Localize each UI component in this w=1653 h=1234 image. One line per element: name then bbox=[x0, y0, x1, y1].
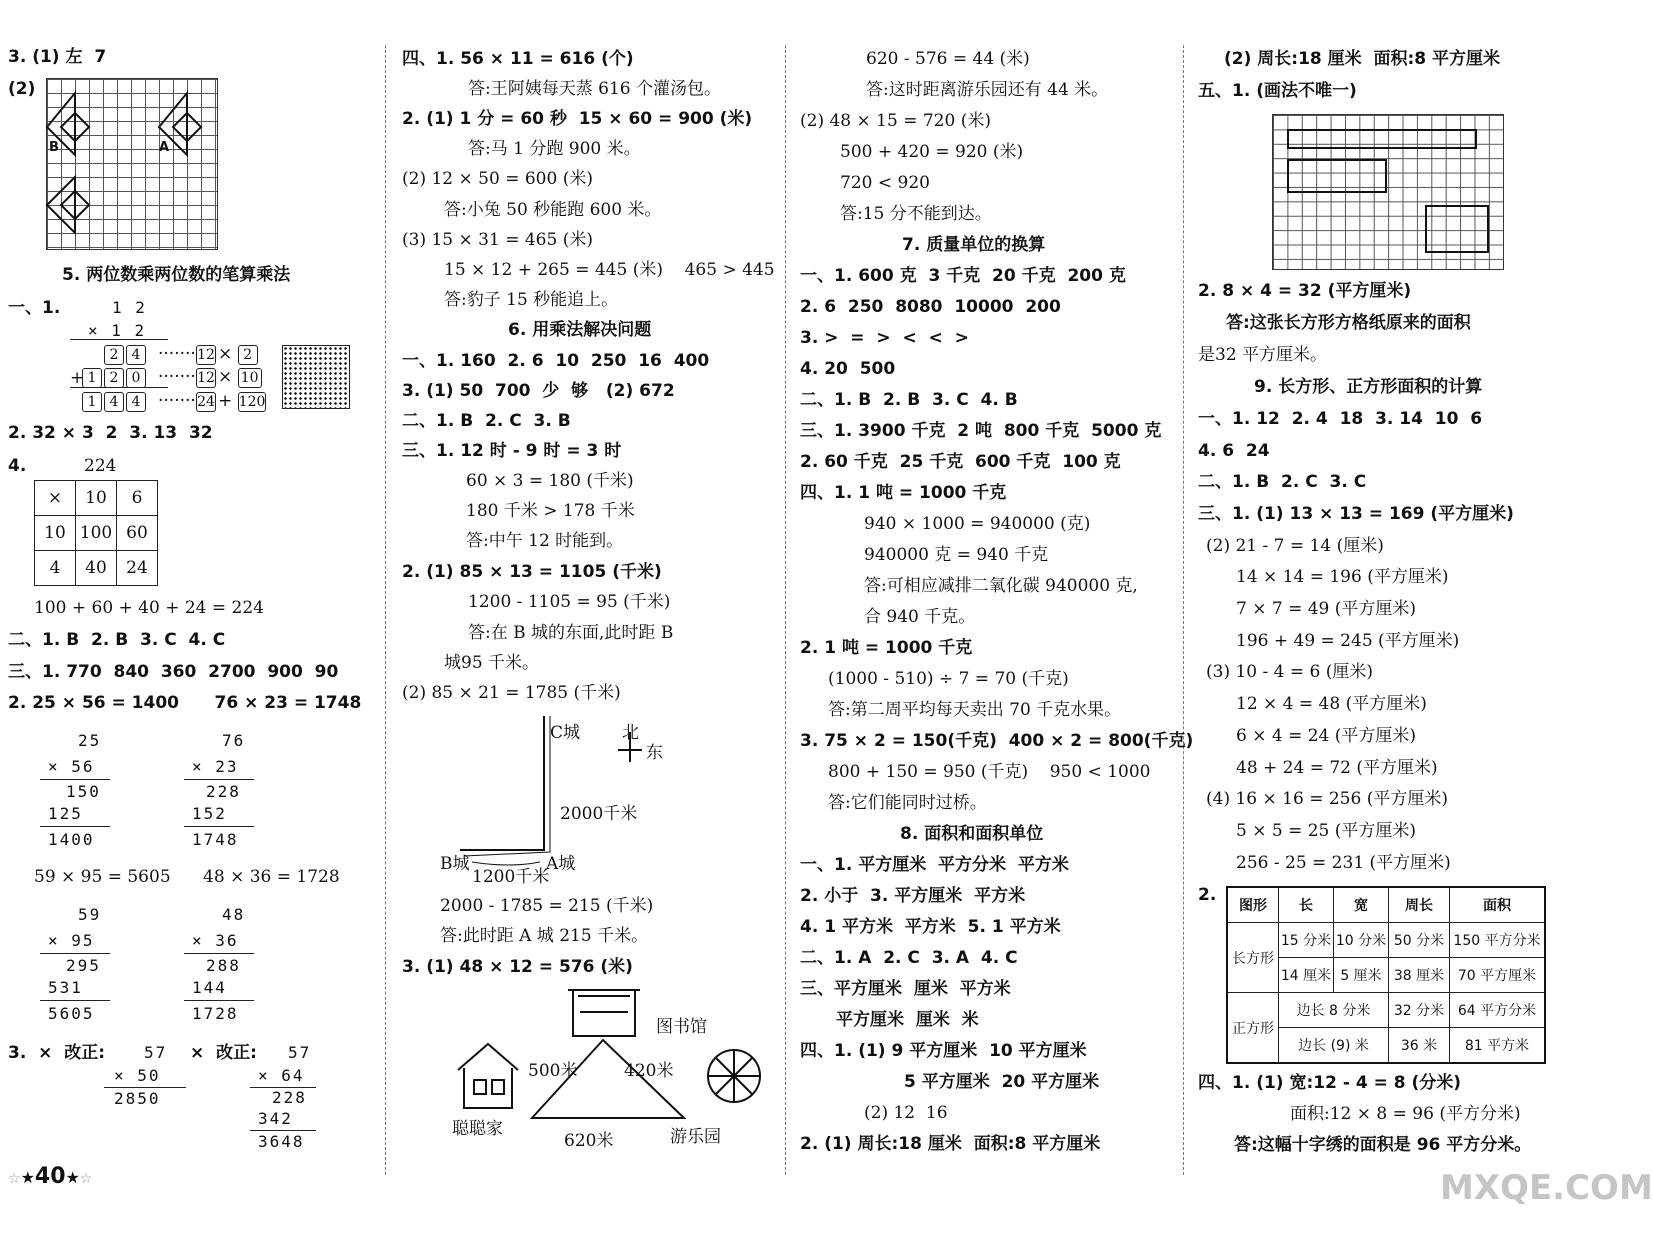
dots: ······· bbox=[158, 367, 196, 387]
answer-line: 3. > = > < < > bbox=[800, 328, 969, 348]
answer-line: 五、1. (画法不唯一) bbox=[1198, 81, 1357, 101]
watermark: MXQE.COM bbox=[1440, 1168, 1653, 1208]
answer-line: 720 < 920 bbox=[840, 173, 930, 193]
side-calc: 12 × 10 bbox=[196, 366, 264, 388]
answer-line: 四、1. 56 × 11 = 616 (个) bbox=[402, 49, 634, 69]
answer-line: (3) 10 - 4 = 6 (厘米) bbox=[1206, 662, 1374, 682]
mul-top: 1 2 bbox=[112, 298, 147, 317]
answer-line: 2. (1) 85 × 13 = 1105 (千米) bbox=[402, 562, 662, 582]
answer-line: 3. × 改正: bbox=[8, 1043, 106, 1063]
label-north: 北 bbox=[622, 723, 639, 743]
answer-line: 一、1. 160 2. 6 10 250 16 400 bbox=[402, 351, 710, 371]
dots: ······· bbox=[158, 391, 196, 411]
answer-line: 2000 - 1785 = 215 (千米) bbox=[440, 896, 654, 916]
answer-line: 15 × 12 + 265 = 445 (米) 465 > 445 bbox=[444, 260, 775, 280]
answer-line: 答:此时距 A 城 215 千米。 bbox=[440, 926, 649, 946]
answer-line: 59 × 95 = 5605 48 × 36 = 1728 bbox=[34, 867, 340, 887]
column-divider bbox=[385, 45, 386, 1175]
triangle-figures bbox=[47, 79, 217, 249]
answer-line: 二、1. B 2. B 3. C 4. B bbox=[800, 390, 1018, 410]
answer-line: (2) 12 16 bbox=[864, 1103, 948, 1123]
answer-line: (3) 15 × 31 = 465 (米) bbox=[402, 230, 593, 250]
column-divider bbox=[1183, 45, 1184, 1175]
label-distance: 1200千米 bbox=[472, 867, 550, 887]
section-title: 5. 两位数乘两位数的笔算乘法 bbox=[62, 265, 291, 285]
answer-line: 合 940 千克。 bbox=[864, 607, 976, 627]
answer-line: 196 + 49 = 245 (平方厘米) bbox=[1236, 631, 1460, 651]
area-table: 图形 长 宽 周长 面积 长方形 15 分米 10 分米 50 分米 150 平方分米 14 厘米 5 厘米 38 厘米 70 平方厘米 正方形 边长 8 分米 32 分米 64 平方分米 边长 (9) 米 36 米 81 平方米 bbox=[1226, 886, 1546, 1064]
answer-line: 256 - 25 = 231 (平方厘米) bbox=[1236, 853, 1451, 873]
answer-line: 2. 8 × 4 = 32 (平方厘米) bbox=[1198, 281, 1412, 301]
answer-line: 1200 - 1105 = 95 (千米) bbox=[468, 592, 671, 612]
answer-line: 940000 克 = 940 千克 bbox=[864, 545, 1049, 565]
label-distance: 2000千米 bbox=[560, 804, 638, 824]
box-row-1: 2 4 bbox=[104, 343, 148, 365]
label-distance: 620米 bbox=[564, 1131, 614, 1151]
answer-line: 一、1. 600 克 3 千克 20 千克 200 克 bbox=[800, 266, 1126, 286]
answer-line: 2. (1) 1 分 = 60 秒 15 × 60 = 900 (米) bbox=[402, 109, 753, 129]
mul-x: × 1 2 bbox=[88, 321, 147, 340]
answer-line: 5 平方厘米 20 平方厘米 bbox=[904, 1072, 1100, 1092]
section-title: 8. 面积和面积单位 bbox=[900, 824, 1044, 844]
rule bbox=[70, 339, 168, 340]
answer-line: 48 + 24 = 72 (平方厘米) bbox=[1236, 758, 1438, 778]
answer-line: 面积:12 × 8 = 96 (平方分米) bbox=[1290, 1104, 1521, 1124]
answer-line: 是32 平方厘米。 bbox=[1198, 345, 1328, 365]
label-b: B bbox=[49, 140, 59, 155]
answer-line: 180 千米 > 178 千米 bbox=[466, 501, 635, 521]
label-home: 聪聪家 bbox=[452, 1119, 503, 1139]
answer-line: 答:可相应减排二氧化碳 940000 克, bbox=[864, 576, 1138, 596]
answer-line: 答:它们能同时过桥。 bbox=[828, 793, 987, 813]
answer-line: 3. 75 × 2 = 150(千克) 400 × 2 = 800(千克) bbox=[800, 731, 1194, 751]
answer-line: 二、1. B 2. C 3. B bbox=[402, 411, 571, 431]
label-b-city: B城 bbox=[440, 854, 470, 874]
answer-line: 答:在 B 城的东面,此时距 B bbox=[468, 623, 674, 643]
answer-line: 60 × 3 = 180 (千米) bbox=[466, 471, 634, 491]
answer-line: 2. 6 250 8080 10000 200 bbox=[800, 297, 1061, 317]
answer-line: (2) 周长:18 厘米 面积:8 平方厘米 bbox=[1224, 49, 1501, 69]
answer-line: × 改正: bbox=[190, 1043, 257, 1063]
grid-figure bbox=[46, 78, 218, 250]
label-a-city: A城 bbox=[546, 854, 576, 874]
answer-line: 12 × 4 = 48 (平方厘米) bbox=[1236, 694, 1427, 714]
answer-line: 620 - 576 = 44 (米) bbox=[866, 49, 1030, 69]
answer-line: 四、1. 1 吨 = 1000 千克 bbox=[800, 483, 1007, 503]
answer-line: 2. (1) 周长:18 厘米 面积:8 平方厘米 bbox=[800, 1134, 1101, 1154]
answer-line: 一、1. 平方厘米 平方分米 平方米 bbox=[800, 855, 1069, 875]
answer-line: 答:中午 12 时能到。 bbox=[466, 531, 624, 551]
answer-line: (2) 21 - 7 = 14 (厘米) bbox=[1206, 536, 1384, 556]
answer-line: 3. (1) 50 700 少 够 (2) 672 bbox=[402, 381, 675, 401]
answer-value: 224 bbox=[84, 456, 117, 476]
answer-line: 2. 60 千克 25 千克 600 千克 100 克 bbox=[800, 452, 1121, 472]
section-title: 6. 用乘法解决问题 bbox=[508, 320, 652, 340]
answer-line: 四、1. (1) 9 平方厘米 10 平方厘米 bbox=[800, 1041, 1087, 1061]
answer-line: 平方厘米 厘米 米 bbox=[836, 1010, 979, 1030]
label-c-city: C城 bbox=[550, 723, 581, 743]
answer-line: 答:马 1 分跑 900 米。 bbox=[468, 139, 641, 159]
answer-line: 2. 25 × 56 = 1400 76 × 23 = 1748 bbox=[8, 693, 362, 713]
answer-line: 5 × 5 = 25 (平方厘米) bbox=[1236, 821, 1417, 841]
section-title: 9. 长方形、正方形面积的计算 bbox=[1254, 377, 1483, 397]
box-row-3: 1 4 4 bbox=[82, 390, 148, 412]
answer-line: 答:15 分不能到达。 bbox=[840, 204, 992, 224]
answer-line: (1000 - 510) ÷ 7 = 70 (千克) bbox=[828, 669, 1069, 689]
answer-line: (2) 12 × 50 = 600 (米) bbox=[402, 169, 593, 189]
answer-line: 三、1. 770 840 360 2700 900 90 bbox=[8, 662, 339, 682]
page-number: ☆★40★☆ bbox=[8, 1164, 93, 1189]
answer-line: 答:这张长方形方格纸原来的面积 bbox=[1226, 313, 1471, 333]
rule bbox=[70, 387, 168, 388]
answer-line: 答:这幅十字绣的面积是 96 平方分米。 bbox=[1234, 1135, 1532, 1155]
side-calc: 24 + 120 bbox=[197, 391, 266, 411]
grid-figure bbox=[1272, 114, 1504, 270]
label-east: 东 bbox=[646, 743, 663, 763]
answer-line: 2. bbox=[1198, 885, 1217, 905]
answer-line: 答:王阿姨每天蒸 616 个灌汤包。 bbox=[468, 79, 721, 99]
answer-line: 2. 小于 3. 平方厘米 平方米 bbox=[800, 886, 1026, 906]
answer-line: 二、1. B 2. C 3. C bbox=[1198, 472, 1367, 492]
answer-line: 100 + 60 + 40 + 24 = 224 bbox=[34, 598, 264, 618]
label-distance: 500米 bbox=[528, 1061, 578, 1081]
answer-line: 三、1. 3900 千克 2 吨 800 千克 5000 克 bbox=[800, 421, 1162, 441]
answer-line: 三、1. (1) 13 × 13 = 169 (平方厘米) bbox=[1198, 504, 1514, 524]
answer-line: 940 × 1000 = 940000 (克) bbox=[864, 514, 1091, 534]
side-calc: 12 × 2 bbox=[196, 343, 260, 365]
answer-line: 四、1. (1) 宽:12 - 4 = 8 (分米) bbox=[1198, 1073, 1462, 1093]
answer-line: 2. 1 吨 = 1000 千克 bbox=[800, 638, 973, 658]
plus-sign: + bbox=[70, 368, 85, 388]
dot-array bbox=[282, 345, 350, 409]
answer-line: 答:这时距离游乐园还有 44 米。 bbox=[866, 80, 1109, 100]
answer-line: 500 + 420 = 920 (米) bbox=[840, 142, 1024, 162]
label-a: A bbox=[159, 140, 170, 155]
answer-line: 4. 20 500 bbox=[800, 359, 896, 379]
section-title: 7. 质量单位的换算 bbox=[902, 235, 1046, 255]
answer-line: 4. 6 24 bbox=[1198, 441, 1270, 461]
answer-line: 14 × 14 = 196 (平方厘米) bbox=[1236, 567, 1449, 587]
label-library: 图书馆 bbox=[656, 1017, 707, 1037]
dots: ······· bbox=[158, 344, 196, 364]
answer-line: 3. (1) 左 7 bbox=[8, 47, 107, 67]
answer-line: 6 × 4 = 24 (平方厘米) bbox=[1236, 726, 1417, 746]
answer-line: 一、1. bbox=[8, 298, 61, 318]
answer-line: (2) 85 × 21 = 1785 (千米) bbox=[402, 683, 621, 703]
answer-line: 3. (1) 48 × 12 = 576 (米) bbox=[402, 957, 633, 977]
answer-line: 答:小兔 50 秒能跑 600 米。 bbox=[444, 200, 662, 220]
label-park: 游乐园 bbox=[670, 1127, 721, 1147]
answer-line: (2) bbox=[8, 79, 36, 99]
answer-line: 一、1. 12 2. 4 18 3. 14 10 6 bbox=[1198, 409, 1483, 429]
answer-line: (4) 16 × 16 = 256 (平方厘米) bbox=[1206, 789, 1448, 809]
answer-line: 二、1. A 2. C 3. A 4. C bbox=[800, 948, 1018, 968]
answer-line: 2. 32 × 3 2 3. 13 32 bbox=[8, 423, 213, 443]
answer-line: 答:第二周平均每天卖出 70 千克水果。 bbox=[828, 700, 1122, 720]
answer-line: 4. 1 平方米 平方米 5. 1 平方米 bbox=[800, 917, 1061, 937]
answer-line: 答:豹子 15 秒能追上。 bbox=[444, 290, 619, 310]
multiplication-table: × 10 6 10 100 60 4 40 24 bbox=[34, 480, 158, 586]
answer-line: 二、1. B 2. B 3. C 4. C bbox=[8, 630, 226, 650]
answer-line: (2) 48 × 15 = 720 (米) bbox=[800, 111, 991, 131]
box-row-2: 1 2 0 bbox=[82, 366, 148, 388]
column-divider bbox=[785, 45, 786, 1175]
answer-line: 7 × 7 = 49 (平方厘米) bbox=[1236, 599, 1417, 619]
answer-line: 三、平方厘米 厘米 平方米 bbox=[800, 979, 1011, 999]
answer-line: 4. bbox=[8, 456, 27, 476]
answer-line: 三、1. 12 时 - 9 时 = 3 时 bbox=[402, 441, 622, 461]
answer-line: 城95 千米。 bbox=[444, 653, 540, 673]
label-distance: 420米 bbox=[624, 1061, 674, 1081]
answer-line: 800 + 150 = 950 (千克) 950 < 1000 bbox=[828, 762, 1151, 782]
